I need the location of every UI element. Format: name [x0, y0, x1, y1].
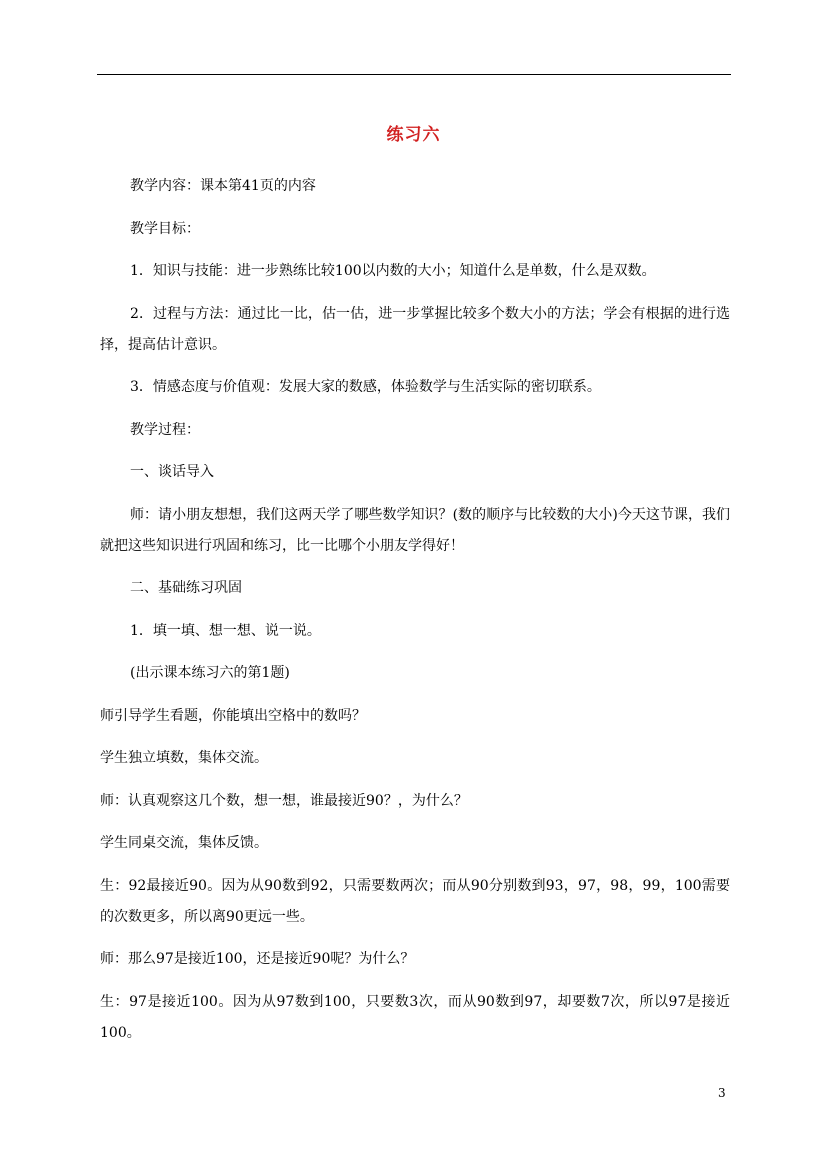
- paragraph: 教学过程：: [130, 421, 200, 438]
- paragraph: 师：认真观察这几个数，想一想，谁最接近90？，为什么？: [100, 792, 468, 809]
- paragraph: 一、谈话导入: [130, 464, 214, 480]
- document-title: 练习六: [386, 125, 441, 145]
- paragraph: 生：92最接近90。因为从90数到92，只需要数两次；而从90分别数到93，97，98，99，100需要的次数更多，所以离90更远一些。: [100, 877, 730, 925]
- paragraph: 1．知识与技能：进一步熟练比较100以内数的大小；知道什么是单数，什么是双数。: [130, 263, 656, 279]
- paragraph: 学生独立填数，集体交流。: [100, 750, 268, 766]
- paragraph: (出示课本练习六的第1题): [130, 665, 290, 681]
- paragraph: 教学内容：课本第41页的内容: [130, 178, 316, 194]
- header-rule: [97, 74, 731, 75]
- paragraph: 1．填一填、想一想、说一说。: [130, 622, 321, 639]
- document-body: [100, 171, 730, 1060]
- paragraph: 教学目标：: [130, 220, 200, 237]
- paragraph: 学生同桌交流，集体反馈。: [100, 835, 268, 851]
- paragraph: 二、基础练习巩固: [130, 580, 242, 596]
- page-number: 3: [718, 1086, 726, 1100]
- paragraph: 师引导学生看题，你能填出空格中的数吗？: [100, 707, 366, 724]
- paragraph: 师：请小朋友想想，我们这两天学了哪些数学知识？(数的顺序与比较数的大小)今天这节课，我们就把这些知识进行巩固和练习，比一比哪个小朋友学得好！: [100, 506, 730, 554]
- paragraph: 2．过程与方法：通过比一比，估一估，进一步掌握比较多个数大小的方法；学会有根据的进行选择，提高估计意识。: [100, 305, 730, 353]
- paragraph: 生：97是接近100。因为从97数到100，只要数3次，而从90数到97，却要数7次，所以97是接近100。: [100, 993, 730, 1041]
- paragraph: 3．情感态度与价值观：发展大家的数感，体验数学与生活实际的密切联系。: [130, 379, 601, 395]
- paragraph: 师：那么97是接近100，还是接近90呢？为什么？: [100, 951, 415, 967]
